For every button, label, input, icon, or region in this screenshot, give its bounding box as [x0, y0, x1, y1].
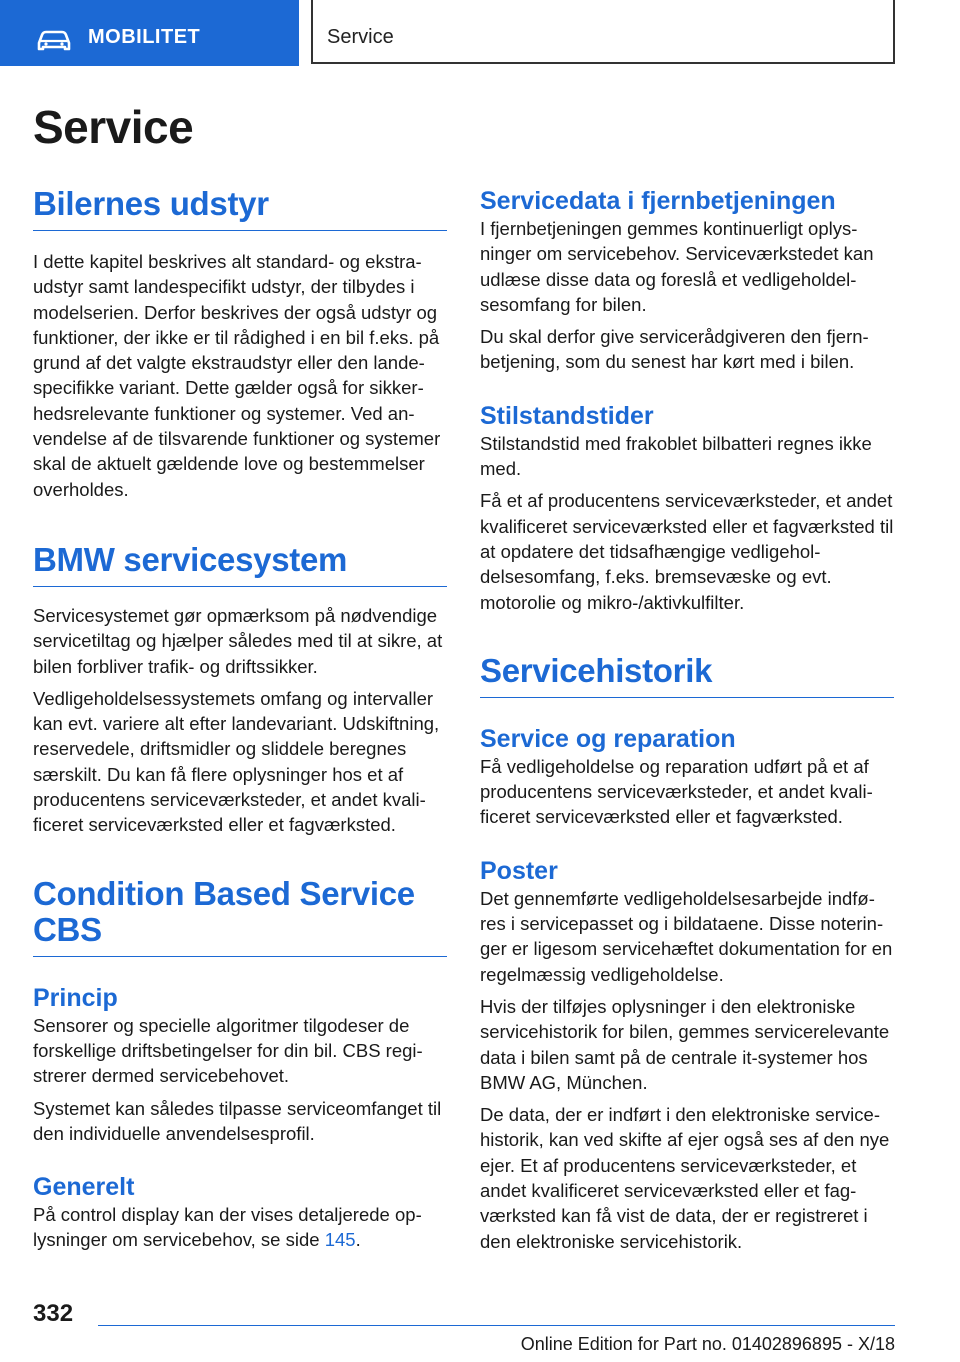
car-icon: [36, 28, 72, 52]
paragraph-end: .: [355, 1229, 361, 1251]
section-label: MOBILITET: [88, 26, 201, 48]
subheading-princip: Princip: [33, 983, 118, 1012]
subheading-servicedata: Servicedata i fjernbetjeningen: [480, 187, 836, 215]
breadcrumb-page-label: Service: [327, 26, 394, 48]
paragraph: Servicesystemet gør opmærksom på nødvendige servicetiltag og hjælper således med til at sikre, at bilen forbliver trafik- og driftssikker.: [33, 604, 443, 677]
breadcrumb: [311, 0, 895, 64]
heading-servicehistorik: Servicehistorik: [480, 653, 894, 698]
paragraph-text: På control display kan der vises detaljerede oplysninger om servicebehov, se side: [33, 1204, 422, 1251]
heading-bilernes-udstyr: Bilernes udstyr: [33, 186, 447, 231]
paragraph: Sensorer og specielle algoritmer tilgodeser de forskellige driftsbetingelser for din bil. CBS registrerer dermed servicebehovet.: [33, 1014, 423, 1087]
subheading-stilstandstider: Stilstandstider: [480, 401, 654, 430]
subheading-service-og-reparation: Service og reparation: [480, 724, 736, 753]
paragraph: Få et af producentens serviceværksteder, et andet kvalificeret serviceværksted eller et fagværksted til at opdatere det tidsafhængige vedligeholdelsesomfang, f.eks. bremsevæske og evt. motorolie og mikro-/aktivkulfilter.: [480, 490, 894, 613]
edition-note: Online Edition for Part no. 01402896895 - X/18: [520, 1334, 895, 1354]
paragraph: Du skal derfor give servicerådgiveren den fjernbetjening, som du senest har kørt med i bilen.: [480, 326, 869, 373]
paragraph: [33, 1202, 447, 1253]
paragraph: Få vedligeholdelse og reparation udført på et af producentens serviceværksteder, et andet kvalificeret serviceværksted eller et fagværksted.: [480, 755, 873, 828]
right-column: [480, 186, 894, 1254]
subheading-poster: Poster: [480, 856, 558, 885]
heading-condition-based-service: Condition Based Service CBS: [33, 876, 447, 957]
heading-bmw-servicesystem: BMW servicesystem: [33, 542, 447, 587]
paragraph: De data, der er indført i den elektroniske servicehistorik, kan ved skifte af ejer også ses af den nye ejer. Et af producentens serviceværksteder, et andet kvalificeret serviceværksted eller et fagværksted kan få vist de data, der er registreret i den elektroniske servicehistorik.: [480, 1104, 890, 1252]
page-link-145[interactable]: 145: [324, 1229, 356, 1251]
subheading-generelt: Generelt: [33, 1173, 135, 1202]
footer-divider: [98, 1325, 895, 1326]
paragraph: I fjernbetjeningen gemmes kontinuerligt oplysninger om servicebehov. Serviceværkstedet kan udlæse disse data og foreslå et vedligeholdelsesomfang for bilen.: [480, 218, 874, 315]
section-tab-mobilitet[interactable]: [0, 0, 299, 66]
paragraph: Stilstandstid med frakoblet bilbatteri regnes ikke med.: [480, 432, 872, 480]
page-title: Service: [33, 101, 194, 153]
left-column: [33, 186, 447, 1253]
paragraph: Det gennemførte vedligeholdelsesarbejde indføres i servicepasset og i bildataene. Disse noteringer er ligesom servicehæftet dokumentation for en regelmæssig vedligeholdelse.: [480, 887, 893, 985]
paragraph: Systemet kan således tilpasse serviceomfanget til den individuelle anvendelsesprofil.: [33, 1097, 442, 1144]
page-number: 332: [33, 1300, 74, 1327]
paragraph: I dette kapitel beskrives alt standard- og ekstraudstyr samt landespecifikt udstyr, der tilbydes i modelserien. Derfor beskrives der også udstyr og funktioner, der ikke er til rådighed i en bil f.eks. på grund af det valgte ekstraudstyr eller den landespecifikke variant. Dette gælder også for sikkerhedsrelevante funktioner og systemer. Ved anvendelse af de tilsvarende funktioner og systemer skal de aktuelt gældende love og bestemmelser overholdes.: [33, 251, 441, 500]
paragraph: Vedligeholdelsessystemets omfang og intervaller kan evt. variere alt efter landevariant. Udskiftning, reservedele, driftsmidler og sliddele beregnes særskilt. Du kan få flere oplysninger hos et af producentens serviceværksteder, et andet kvalificeret serviceværksted eller et fagværksted.: [33, 687, 440, 836]
paragraph: Hvis der tilføjes oplysninger i den elektroniske servicehistorik for bilen, gemmes servicerelevante data i bilen samt på de centrale it-systemer hos BMW AG, München.: [480, 995, 890, 1093]
